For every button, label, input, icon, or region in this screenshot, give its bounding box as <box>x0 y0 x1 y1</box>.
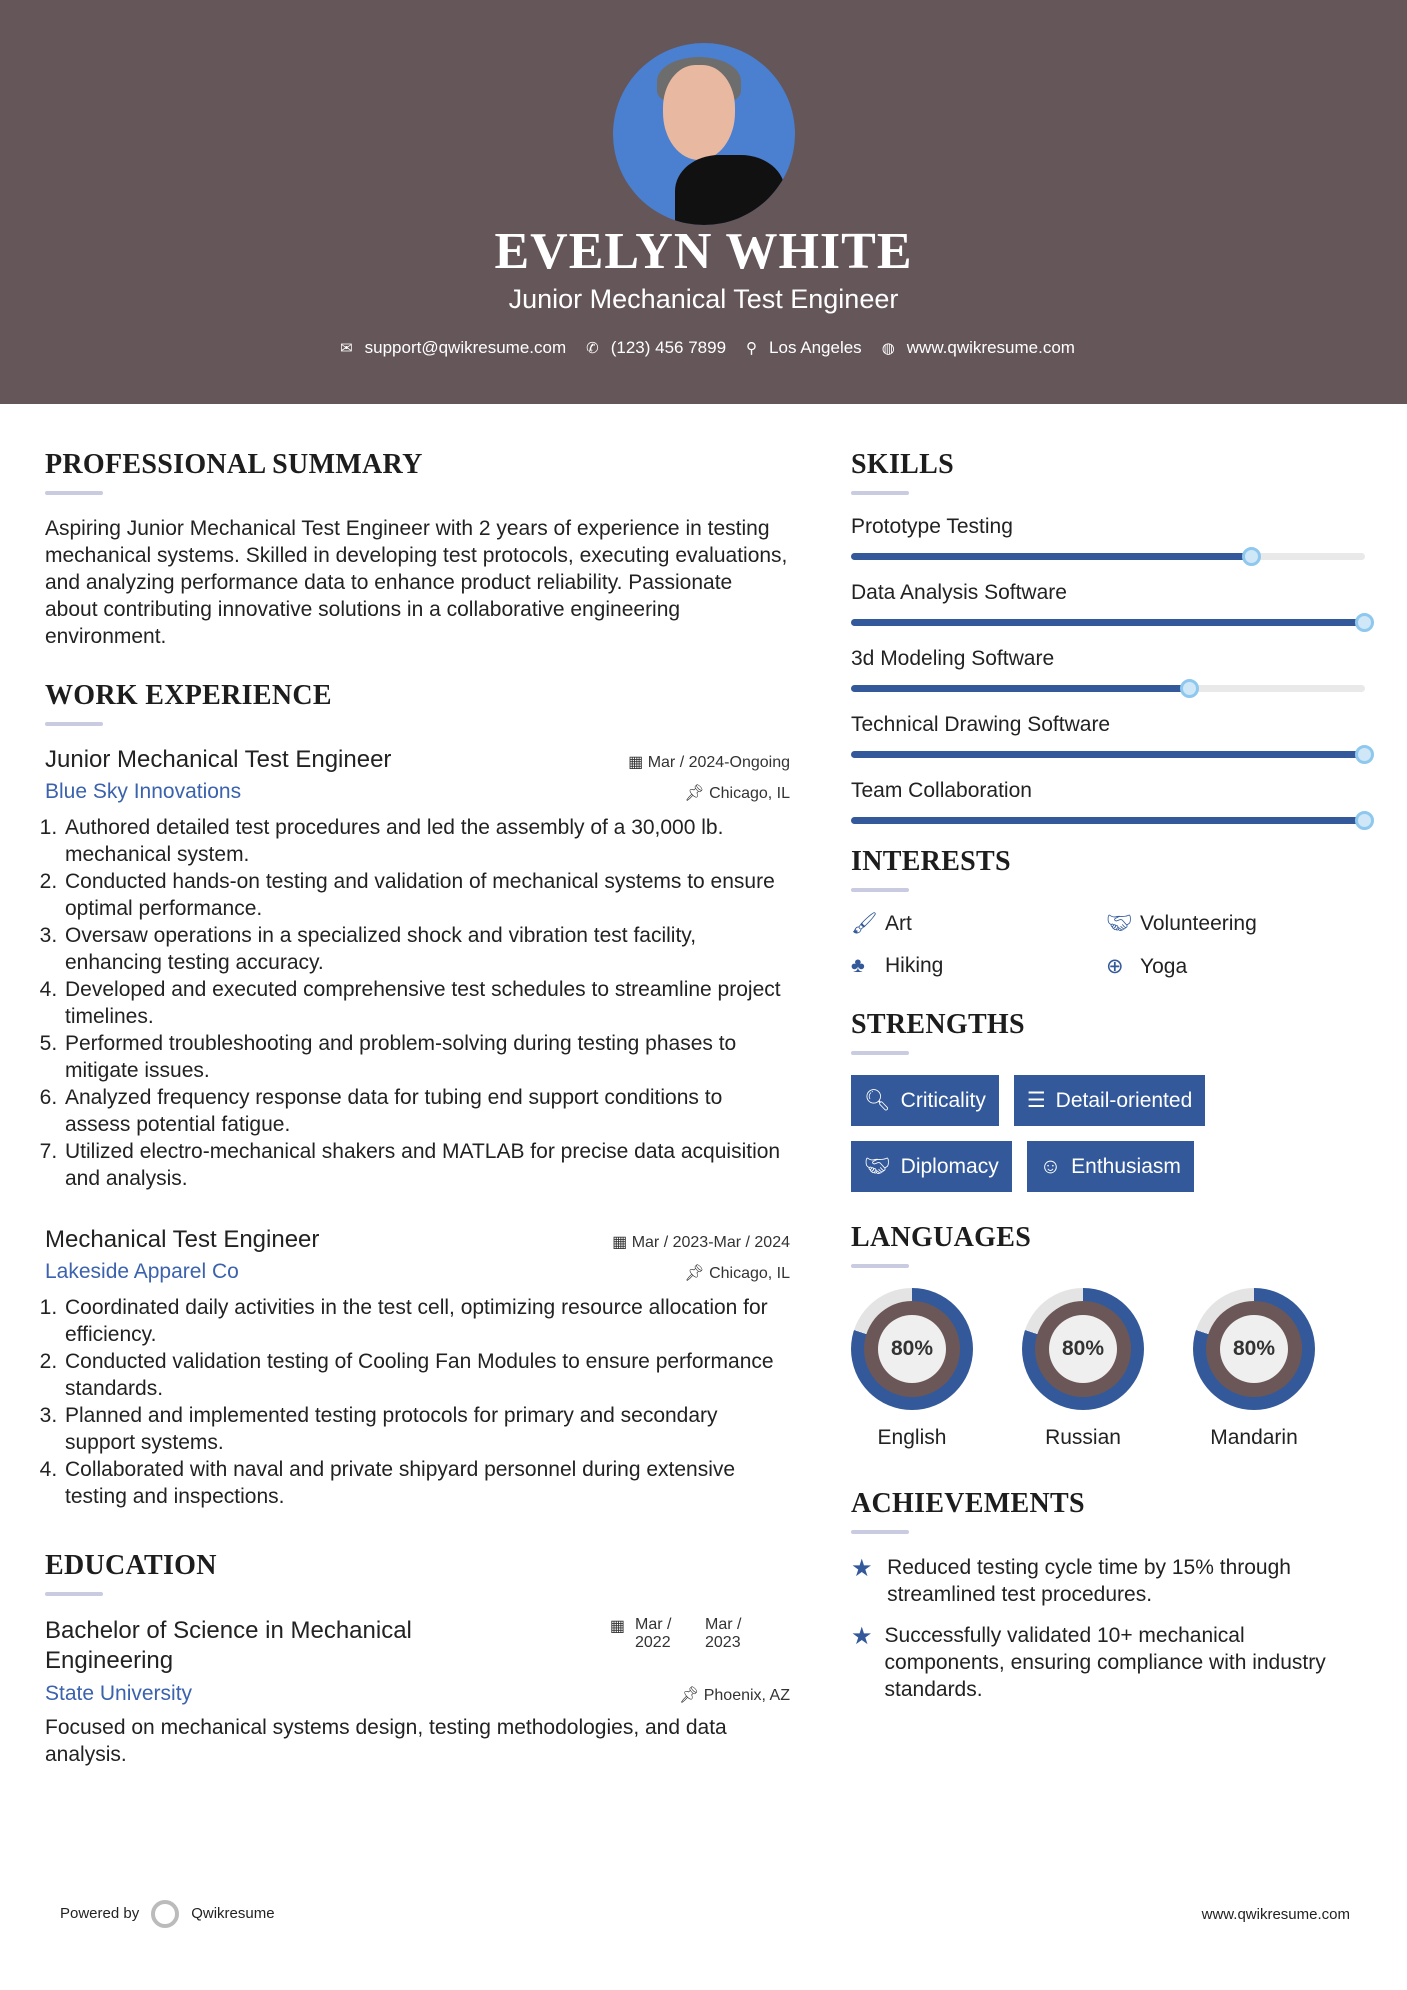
job-entry <box>45 1226 790 1510</box>
interest-item: 🖌︎ Art <box>851 912 912 935</box>
qwikresume-logo-icon <box>151 1900 179 1928</box>
pin-icon: 📌︎ <box>684 1265 710 1282</box>
job-duty: 1. Coordinated daily activities in the test cell, optimizing resource allocation for efficiency. <box>63 1294 790 1348</box>
language-percent: 80% <box>878 1315 946 1383</box>
language-donut <box>1193 1288 1315 1410</box>
slider-knob <box>1242 547 1261 566</box>
job-duty: 3. Oversaw operations in a specialized shock and vibration test facility, enhancing testing accuracy. <box>63 922 790 976</box>
heading-underline <box>851 491 909 495</box>
work-section <box>45 680 790 1510</box>
education-location: 📌︎ Phoenix, AZ <box>678 1687 790 1704</box>
contact-phone: (123) 456 7899 <box>610 338 727 357</box>
phone-icon: ✆ <box>586 340 599 357</box>
section-heading: STRENGTHS <box>851 1009 1025 1040</box>
lifering-icon: ⊕ <box>1106 955 1124 978</box>
job-duty: 4. Developed and executed comprehensive test schedules to streamline project timelines. <box>63 976 790 1030</box>
language-item <box>1193 1288 1315 1450</box>
degree-title: Bachelor of Science in Mechanical Engineering <box>45 1617 412 1674</box>
skill-item <box>851 515 1365 560</box>
language-name: Russian <box>1045 1426 1121 1449</box>
school-name: State University <box>45 1682 193 1705</box>
language-donut <box>851 1288 973 1410</box>
slider-knob <box>1355 811 1374 830</box>
slider-knob <box>1180 679 1199 698</box>
skill-slider <box>851 817 1365 824</box>
star-icon: ★ <box>851 1555 873 1582</box>
slider-knob <box>1355 745 1374 764</box>
footer-website[interactable]: www.qwikresume.com <box>1201 1905 1350 1923</box>
strength-badge: ☺ Enthusiasm <box>1027 1141 1194 1192</box>
language-name: English <box>877 1426 947 1449</box>
heading-underline <box>45 722 103 726</box>
language-donut <box>1022 1288 1144 1410</box>
star-icon: ★ <box>851 1623 873 1650</box>
section-heading: SKILLS <box>851 449 954 480</box>
language-name: Mandarin <box>1210 1426 1298 1449</box>
resume-header <box>0 0 1407 404</box>
candidate-name: EVELYN WHITE <box>494 223 913 280</box>
profile-photo <box>613 43 795 225</box>
heading-underline <box>851 888 909 892</box>
map-pin-icon: ⚲ <box>746 340 758 357</box>
contact-location: Los Angeles <box>769 338 862 357</box>
tree-icon: ♣ <box>851 954 865 977</box>
contact-bar <box>0 338 1407 358</box>
strength-badge: ☰ Detail-oriented <box>1014 1075 1205 1126</box>
language-item <box>1022 1288 1144 1450</box>
strengths-section <box>851 1009 1365 1192</box>
summary-text: Aspiring Junior Mechanical Test Engineer with 2 years of experience in testing mechanical systems. Skilled in developing test protocols, executing evaluations, and analyzing performance data to enhance product reliability. Passionate about contributing innovative solutions in a collaborative engineering environment. <box>45 517 788 648</box>
interest-item: ♣ Hiking <box>851 954 944 977</box>
section-heading: ACHIEVEMENTS <box>851 1488 1085 1519</box>
globe-icon: ◍ <box>881 340 895 357</box>
company-name: Blue Sky Innovations <box>45 780 242 803</box>
footer <box>60 1900 1350 1928</box>
skill-name: 3d Modeling Software <box>851 647 1055 670</box>
section-heading: WORK EXPERIENCE <box>45 680 332 711</box>
interests-section <box>851 846 1365 979</box>
job-duty: 5. Performed troubleshooting and problem-solving during testing phases to mitigate issues. <box>63 1030 790 1084</box>
education-description: Focused on mechanical systems design, testing methodologies, and data analysis. <box>45 1716 727 1766</box>
list-icon: ☰ <box>1026 1089 1046 1112</box>
summary-section <box>45 449 790 650</box>
achievement-item: ★ Reduced testing cycle time by 15% through streamlined test procedures. <box>851 1555 1291 1606</box>
strength-badge: 🤝︎ Diplomacy <box>851 1141 1012 1192</box>
company-name: Lakeside Apparel Co <box>45 1260 239 1283</box>
skill-item <box>851 713 1365 758</box>
job-title: Junior Mechanical Test Engineer <box>45 746 392 773</box>
language-percent: 80% <box>1049 1315 1117 1383</box>
skill-name: Technical Drawing Software <box>851 713 1111 736</box>
powered-by <box>60 1900 275 1928</box>
strength-badge: 🔍︎ Criticality <box>851 1075 999 1126</box>
education-start: Mar / 2022 <box>635 1616 672 1651</box>
heading-underline <box>851 1530 909 1534</box>
contact-website[interactable]: www.qwikresume.com <box>906 338 1075 357</box>
skill-name: Team Collaboration <box>851 779 1032 802</box>
languages-section <box>851 1222 1365 1450</box>
section-heading: LANGUAGES <box>851 1222 1032 1253</box>
pin-icon: 📌︎ <box>684 785 710 802</box>
envelope-icon: ✉ <box>340 340 353 357</box>
job-date: ▦ Mar / 2024-Ongoing <box>628 754 790 771</box>
achievement-item: ★ Successfully validated 10+ mechanical components, ensuring compliance with industry standards. <box>851 1623 1326 1701</box>
job-title: Mechanical Test Engineer <box>45 1226 320 1253</box>
language-item <box>851 1288 973 1450</box>
heading-underline <box>45 1592 103 1596</box>
language-percent: 80% <box>1220 1315 1288 1383</box>
left-column <box>45 404 790 1768</box>
job-location: 📌︎ Chicago, IL <box>684 785 790 802</box>
handshake-icon: 🤝︎ <box>1106 912 1133 935</box>
slider-knob <box>1355 613 1374 632</box>
skills-section <box>851 449 1365 824</box>
skill-slider <box>851 553 1365 560</box>
interest-item: ⊕ Yoga <box>1106 955 1188 978</box>
calendar-icon: ▦ <box>612 1234 632 1251</box>
job-duty: 1. Authored detailed test procedures and led the assembly of a 30,000 lb. mechanical system. <box>63 814 790 868</box>
job-duty: 4. Collaborated with naval and private shipyard personnel during extensive testing and inspections. <box>63 1456 790 1510</box>
skill-name: Prototype Testing <box>851 515 1013 538</box>
education-end: Mar / 2023 <box>705 1616 742 1651</box>
skill-slider <box>851 685 1365 692</box>
skill-item <box>851 779 1365 824</box>
duty-list <box>63 814 790 1192</box>
heading-underline <box>45 491 103 495</box>
skill-slider <box>851 751 1365 758</box>
heading-underline <box>851 1051 909 1055</box>
candidate-title: Junior Mechanical Test Engineer <box>508 284 899 314</box>
smile-icon: ☺ <box>1039 1154 1062 1178</box>
brand-link[interactable]: Qwikresume <box>191 1904 275 1922</box>
section-heading: INTERESTS <box>851 846 1011 877</box>
right-column <box>851 404 1365 1717</box>
contact-email[interactable]: support@qwikresume.com <box>364 338 567 357</box>
job-location: 📌︎ Chicago, IL <box>684 1265 790 1282</box>
heading-underline <box>851 1264 909 1268</box>
education-section <box>45 1550 790 1768</box>
section-heading: PROFESSIONAL SUMMARY <box>45 449 423 480</box>
pin-icon: 📌︎ <box>678 1687 704 1704</box>
job-duty: 2. Conducted validation testing of Cooling Fan Modules to ensure performance standards. <box>63 1348 790 1402</box>
skill-slider <box>851 619 1365 626</box>
education-dates <box>610 1616 755 1652</box>
skill-name: Data Analysis Software <box>851 581 1067 604</box>
section-heading: EDUCATION <box>45 1550 217 1581</box>
interest-item: 🤝︎ Volunteering <box>1106 912 1257 935</box>
job-entry <box>45 746 790 1192</box>
job-duty: 7. Utilized electro-mechanical shakers and MATLAB for precise data acquisition and analysis. <box>63 1138 790 1192</box>
job-date: ▦ Mar / 2023-Mar / 2024 <box>612 1234 790 1251</box>
paintbrush-icon: 🖌︎ <box>851 912 878 935</box>
duty-list <box>63 1294 790 1510</box>
achievements-section <box>851 1488 1365 1703</box>
skill-item <box>851 581 1365 626</box>
handshake-icon: 🤝︎ <box>864 1154 891 1178</box>
search-icon: 🔍︎ <box>864 1088 891 1112</box>
skill-item <box>851 647 1365 692</box>
calendar-icon: ▦ <box>609 1618 625 1635</box>
job-duty: 6. Analyzed frequency response data for tubing end support conditions to assess potential fatigue. <box>63 1084 790 1138</box>
job-duty: 2. Conducted hands-on testing and validation of mechanical systems to ensure optimal performance. <box>63 868 790 922</box>
calendar-icon: ▦ <box>628 754 648 771</box>
job-duty: 3. Planned and implemented testing protocols for primary and secondary support systems. <box>63 1402 790 1456</box>
powered-by-label: Powered by <box>60 1904 140 1922</box>
